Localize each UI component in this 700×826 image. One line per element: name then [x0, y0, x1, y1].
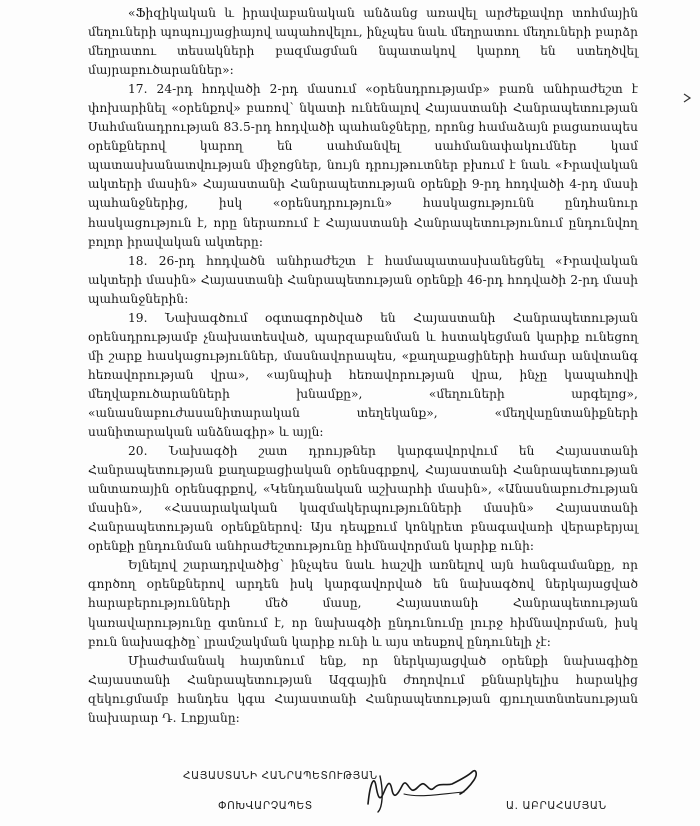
paragraph-18: 18. 26-րդ հոդվածն անհրաժեշտ է համապատասխանեցնել «Իրավական ակտերի մասին» Հայաստանի Հանրապետության օրենքի 46-րդ հոդվածի 2-րդ մասի պահանջներին: — [88, 253, 638, 306]
paragraph-17: 17. 24-րդ հոդվածի 2-րդ մասում «օրենսդրությամբ» բառն անհրաժեշտ է փոխարինել «օրենքով» բառով՝ նկատի ունենալով Հայաստանի Հանրապետության Սահմանադրության 83.5-րդ հոդվածի պահանջները, որոնց համաձայն բացառապես օրենքներով կարող են սահմանվել սահմանափակումներ կամ պատասխանատվության միջոցներ, նույն դրույթուտներ բխում է նաև «Իրավական ակտերի մասին» Հայաստանի Հանրապետության օրենքի 9-րդ հոդվածի 4-րդ մասի պահանջներից, իսկ «օրենսդրություն» հասկացությունն ընդհանուր հասկացություն է, որը ներառում է Հայաստանի Հանրապետությունում ընդունվող բոլոր իրավական ակտերը: — [88, 82, 638, 249]
paragraph-16-quote: «Ֆիզիկական և իրավաբանական անձանց առավել արժեքավոր տոհմային մեղուների պոպուլյացիայով ապահովելու, ինչպես նաև մեղրատու մեղուների բարձր մեղրատու տեսակների բազմացման նպատակով կարող են ստեղծվել մայրաբուծարաններ»: — [88, 6, 638, 78]
paragraph-conclusion: Ելնելով շարադրվածից՝ ինչպես նաև հաշվի առնելով այն հանգամանքը, որ գործող օրենքներով արդեն իսկ կարգավորված են նախագծով ներկայացված հարաբերությունների մեծ մասը, Հայաստանի Հանրապետության կառավարությունը գտնում է, որ նախագծի ընդունումը լուրջ հիմնավորման, իսկ բուն նախագիծը՝ լրամշակման կարիք ունի և այս տեսքով ընդունելի չէ: — [88, 558, 638, 649]
page-edge-mark — [682, 92, 692, 104]
paragraph-notice: Միաժամանակ հայտնում ենք, որ ներկայացված օրենքի նախագիծը Հայաստանի Հանրապետության Ազգային ժողովում քննարկելիս հարակից զեկուցմամբ հանդես կգա Հայաստանի Հանրապետության գյուղատնտեսության նախարար Դ. Լոքյանը: — [88, 653, 638, 725]
paragraph-19: 19. Նախագծում օգտագործված են Հայաստանի Հանրապետության օրենսդրությամբ չնախատեսված, պարզաբանման և հստակեցման կարիք ունեցող մի շարք հասկացություններ, մասնավորապես, «քաղաքացիների համար անվտանգ հեռավորության վրա», «այնպիսի հեռավորության վրա, ինչը կապահովի մեղվաբուծարանների խնամքը», «մեղուների արգելոց», «անասնաբուժասանիտարական տեղեկանք», «մեղվաընտանիքների սանիտարական անձնագիր» և այլն: — [88, 310, 638, 440]
paragraph-20: 20. Նախագծի շատ դրույթներ կարգավորվում են Հայաստանի Հանրապետության քաղաքացիական օրենսգրքով, Հայաստանի Հանրապետության անտառային օրենսգրքով, «Կենդանական աշխարհի մասին», «Անասնաբուժության մասին», «Հասարակական կազմակերպությունների մասին» Հայաստանի Հանրապետության օրենքներով: Այս դեպքում կոնկրետ բնագավառի վերաբերյալ օրենքի ընդունման անհրաժեշտությունը հիմնավորման կարիք ունի: — [88, 444, 638, 554]
document-body — [88, 4, 638, 728]
signatory-name: Ա. ԱԲՐԱՀԱՄՅԱՆ — [506, 800, 607, 812]
signatory-title-line2: ՓՈԽՎԱՐՉԱՊԵՏ — [218, 800, 313, 812]
signatory-title-line1: ՀԱՅԱՍՏԱՆԻ ՀԱՆՐԱՊԵՏՈՒԹՅԱՆ — [183, 770, 378, 782]
handwritten-signature — [360, 764, 490, 816]
